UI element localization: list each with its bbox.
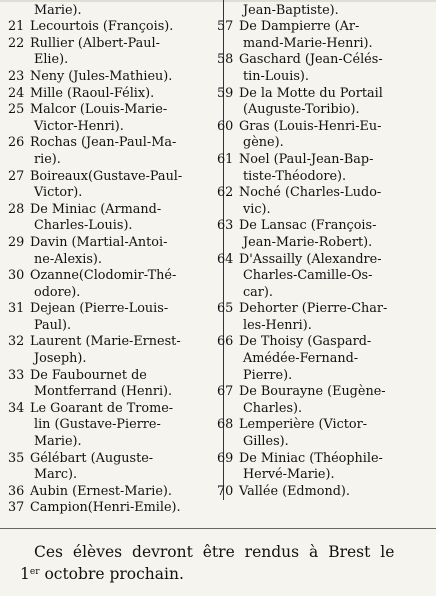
item-name-text: Montferrand (Henri). — [34, 384, 173, 400]
item-number: 29 — [8, 234, 25, 250]
item-name-text: Rochas (Jean-Paul-Ma- — [30, 135, 177, 151]
item-number: 66 — [217, 334, 234, 350]
list-item — [217, 19, 432, 36]
list-item — [8, 202, 213, 219]
item-name-text: Noché (Charles-Ludo- — [239, 185, 382, 201]
list-item-continuation — [8, 185, 213, 202]
footer-ordinal-suffix: er — [29, 567, 40, 577]
item-name-text: Paul). — [34, 317, 72, 333]
item-name-text: tiste-Théodore). — [243, 168, 347, 184]
item-name-text: Marie). — [34, 2, 82, 18]
list-item-continuation — [8, 3, 213, 20]
list-item-continuation — [8, 467, 213, 484]
list-item-continuation — [217, 169, 432, 186]
list-item — [217, 119, 432, 136]
list-item-continuation — [8, 434, 213, 451]
item-name-text: De Miniac (Armand- — [30, 201, 162, 217]
list-item — [8, 19, 213, 36]
item-number: 64 — [217, 251, 234, 267]
item-number: 63 — [217, 218, 234, 234]
item-name-text: Jean-Marie-Robert). — [243, 234, 373, 250]
item-name-text: Charles-Camille-Os- — [243, 268, 373, 284]
item-name-text: Laurent (Marie-Ernest- — [30, 334, 181, 350]
list-item — [8, 484, 213, 501]
item-name-text: De Thoisy (Gaspard- — [239, 334, 372, 350]
item-number: 37 — [8, 500, 25, 516]
item-number: 30 — [8, 268, 25, 284]
list-item — [8, 334, 213, 351]
item-name-text: gène). — [243, 135, 284, 151]
item-name-text: tin-Louis). — [243, 68, 309, 84]
item-name-text: Davin (Martial-Antoi- — [30, 234, 168, 250]
list-item-continuation — [8, 52, 213, 69]
item-name-text: De Bourayne (Eugène- — [239, 384, 386, 400]
footer-line-2 — [20, 562, 184, 584]
item-number: 21 — [8, 19, 25, 35]
list-item — [8, 368, 213, 385]
item-name-text: rie). — [34, 151, 61, 167]
list-item-continuation — [217, 401, 432, 418]
list-item — [217, 417, 432, 434]
list-item — [217, 252, 432, 269]
item-number: 24 — [8, 85, 25, 101]
item-number: 36 — [8, 483, 25, 499]
item-number — [8, 0, 30, 3]
item-name-text — [239, 0, 373, 1]
item-number: 34 — [8, 400, 25, 416]
list-item — [8, 451, 213, 468]
item-name-text: Lecourtois (François). — [30, 19, 174, 35]
list-item — [8, 500, 213, 517]
item-name-text — [30, 0, 177, 1]
list-item-continuation — [8, 417, 213, 434]
item-name-text: Le Goarant de Trome- — [30, 400, 174, 416]
item-name-text: Dejean (Pierre-Louis- — [30, 301, 169, 317]
list-item — [8, 235, 213, 252]
item-number: 32 — [8, 334, 25, 350]
item-name-text: Victor). — [34, 185, 83, 201]
list-item-continuation — [217, 434, 432, 451]
item-number: 31 — [8, 301, 25, 317]
item-name-text: Charles-Louis). — [34, 218, 133, 234]
student-list-columns — [8, 0, 432, 516]
list-item-continuation — [217, 318, 432, 335]
item-name-text: Ozanne(Clodomir-Thé- — [30, 268, 177, 284]
list-item — [8, 169, 213, 186]
item-name-text: Boireaux(Gustave-Paul- — [30, 168, 183, 184]
item-number: 33 — [8, 367, 25, 383]
item-number: 22 — [8, 35, 25, 51]
item-name-text: car). — [243, 284, 273, 300]
item-number: 62 — [217, 185, 234, 201]
item-name-text: Amédée-Fernand- — [243, 351, 359, 367]
item-number: 61 — [217, 151, 234, 167]
item-name-text: mand-Marie-Henri). — [243, 35, 373, 51]
list-item — [8, 401, 213, 418]
item-name-text: Hervé-Marie). — [243, 467, 335, 483]
item-number: 57 — [217, 19, 234, 35]
item-name-text: Charles). — [243, 400, 303, 416]
item-name-text: Neny (Jules-Mathieu). — [30, 68, 173, 84]
list-item — [8, 36, 213, 53]
item-number: 27 — [8, 168, 25, 184]
list-item — [217, 218, 432, 235]
item-name-text: Gilles). — [243, 434, 289, 450]
item-name-text: Gaschard (Jean-Célés- — [239, 52, 383, 68]
item-number: 65 — [217, 301, 234, 317]
footer-notice — [0, 532, 436, 596]
list-item-continuation — [8, 351, 213, 368]
item-number: 68 — [217, 417, 234, 433]
item-name-text: les-Henri). — [243, 317, 312, 333]
list-item-continuation — [217, 202, 432, 219]
right-column — [217, 0, 432, 500]
list-item-continuation — [217, 3, 432, 20]
item-name-text: Lemperière (Victor- — [239, 417, 368, 433]
item-number: 28 — [8, 201, 25, 217]
item-name-text: odore). — [34, 284, 81, 300]
list-item-continuation — [217, 235, 432, 252]
item-number: 26 — [8, 135, 25, 151]
item-name-text: Marc). — [34, 467, 78, 483]
item-name-text: Marie). — [34, 434, 82, 450]
item-name-text: Malcor (Louis-Marie- — [30, 102, 168, 118]
list-item-continuation — [8, 285, 213, 302]
item-name-text: Elie). — [34, 52, 69, 68]
item-name-text: Vallée (Edmond). — [239, 483, 350, 499]
list-item-continuation — [217, 268, 432, 285]
list-item — [8, 301, 213, 318]
item-name-text: (Auguste-Toribio). — [243, 102, 360, 118]
item-name-text: De Miniac (Théophile- — [239, 450, 383, 466]
item-number: 59 — [217, 85, 234, 101]
list-item — [217, 52, 432, 69]
item-name-text: De Lansac (François- — [239, 218, 377, 234]
item-name-text: Gras (Louis-Henri-Eu- — [239, 118, 382, 134]
list-item — [217, 384, 432, 401]
list-item — [217, 185, 432, 202]
footer-line-2-text: octobre prochain. — [39, 565, 184, 583]
list-item — [8, 102, 213, 119]
item-name-text: Rullier (Albert-Paul- — [30, 35, 160, 51]
item-name-text: Dehorter (Pierre-Char- — [239, 301, 388, 317]
list-item — [8, 268, 213, 285]
list-item — [8, 86, 213, 103]
list-item — [8, 135, 213, 152]
item-name-text: Pierre). — [243, 367, 293, 383]
item-name-text: Campion(Henri-Emile). — [30, 500, 181, 516]
list-item-continuation — [217, 36, 432, 53]
list-item-continuation — [217, 467, 432, 484]
item-name-text: ne-Alexis). — [34, 251, 102, 267]
item-number: 70 — [217, 483, 234, 499]
list-item-continuation — [217, 351, 432, 368]
list-item — [217, 86, 432, 103]
footer-rule-top — [0, 528, 436, 529]
item-name-text: Noel (Paul-Jean-Bap- — [239, 151, 374, 167]
item-name-text: Gélébart (Auguste- — [30, 450, 154, 466]
list-item-continuation — [8, 119, 213, 136]
list-item-continuation — [8, 218, 213, 235]
item-name-text: Mille (Raoul-Félix). — [30, 85, 155, 101]
item-name-text: vic). — [243, 201, 271, 217]
list-item — [217, 451, 432, 468]
item-number: 25 — [8, 102, 25, 118]
list-item — [217, 484, 432, 501]
list-item-continuation — [217, 102, 432, 119]
footer-ordinal: 1 — [20, 565, 30, 583]
item-name-text: Jean-Baptiste). — [243, 2, 339, 18]
item-number: 67 — [217, 384, 234, 400]
item-name-text: De la Motte du Portail — [239, 85, 383, 101]
item-number: 60 — [217, 118, 234, 134]
item-name-text: Aubin (Ernest-Marie). — [30, 483, 172, 499]
list-item-continuation — [217, 285, 432, 302]
list-item — [8, 69, 213, 86]
item-name-text: lin (Gustave-Pierre- — [34, 417, 161, 433]
item-name-text: D'Assailly (Alexandre- — [239, 251, 382, 267]
item-name-text: Victor-Henri). — [34, 118, 124, 134]
item-name-text: Joseph). — [34, 351, 87, 367]
item-number: 69 — [217, 450, 234, 466]
list-item-continuation — [217, 368, 432, 385]
list-item-continuation — [217, 135, 432, 152]
list-item-continuation — [8, 318, 213, 335]
item-number: 35 — [8, 450, 25, 466]
list-item-continuation — [8, 252, 213, 269]
left-column — [8, 0, 213, 517]
item-name-text: De Dampierre (Ar- — [239, 19, 360, 35]
list-item-continuation — [8, 384, 213, 401]
item-number: 58 — [217, 52, 234, 68]
item-number: 23 — [8, 68, 25, 84]
list-item-continuation — [8, 152, 213, 169]
list-item — [217, 334, 432, 351]
list-item — [217, 301, 432, 318]
list-item — [217, 152, 432, 169]
list-item-continuation — [217, 69, 432, 86]
footer-line-1: Ces élèves devront être rendus à Brest le — [34, 543, 395, 561]
item-number — [217, 0, 239, 3]
item-name-text: De Faubournet de — [30, 367, 147, 383]
